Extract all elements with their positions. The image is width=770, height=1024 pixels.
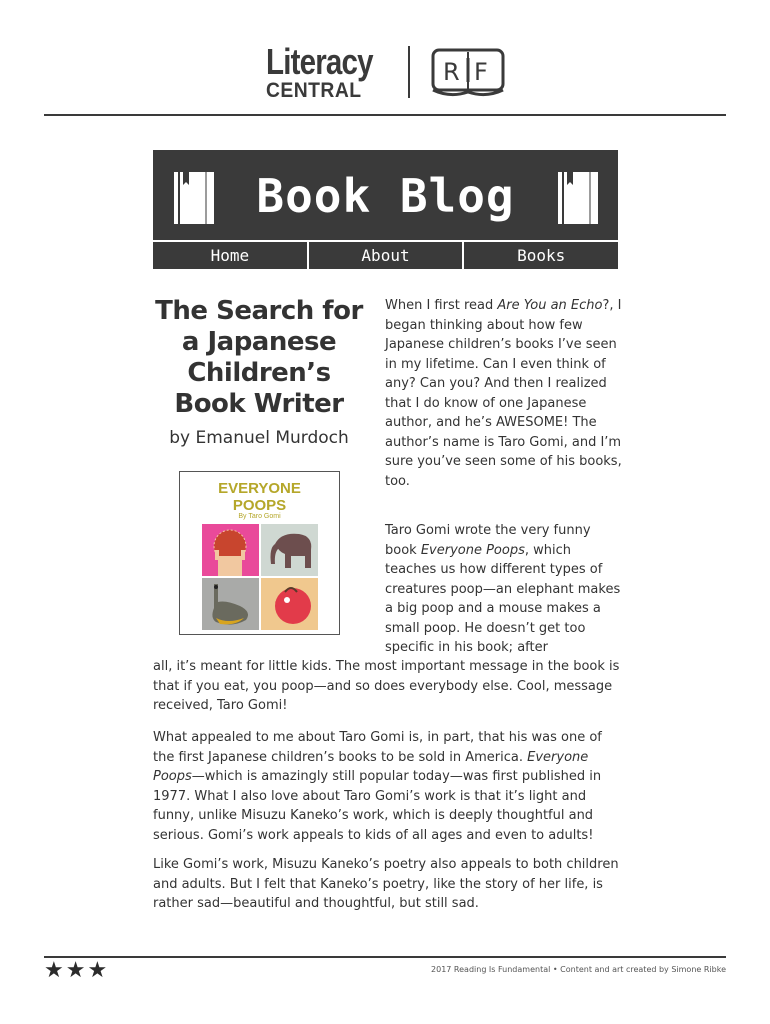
cover-author: By Taro Gomi [238, 513, 281, 520]
cover-panel-goose [202, 578, 259, 630]
literacy-central-logo [266, 41, 396, 102]
paragraph-1-text-b: ?, I began thinking about how few Japanese children’s books I’ve seen in my lifetime. Can I even think of any? Can you? And then I realized that I do know of one Japanese author, and he’s AWESOME! The author’s name is Taro Gomi, and I’m sure you’ve seen some of his books, too. [385, 298, 622, 489]
paragraph-3 [153, 728, 623, 845]
cover-title-line1: EVERYONE [218, 480, 301, 497]
paragraph-2-emphasis: Everyone Poops [420, 542, 525, 558]
blog-banner [153, 150, 618, 240]
cover-panel-fish [261, 578, 318, 630]
footer-credit: 2017 Reading Is Fundamental • Content and art created by Simone Ribke [431, 965, 726, 974]
paragraph-2-continued: all, it’s meant for little kids. The most important message in the book is that if you eat, you poop—and so does everybody else. Cool, message received, Taro Gomi! [153, 659, 620, 713]
cover-panel-elephant [261, 524, 318, 576]
book-cover-image [179, 471, 340, 635]
paragraph-2-text-b: , which teaches us how different types of creatures poop—an elephant makes a big poop and a mouse makes a small poop. He doesn’t get too specific in his book; after [385, 542, 621, 655]
logo-divider [408, 46, 410, 98]
cover-panel-child [202, 524, 259, 576]
paragraph-3-text-b: —which is amazingly still popular today—was first published in 1977. What I also love about Taro Gomi’s work is that it’s light and funny, unlike Misuzu Kaneko’s work, which is deeply thoughtful and serious. Gomi’s work appeals to kids of all ages and even to adults! [153, 769, 602, 843]
paragraph-1-text-a: When I first read [385, 298, 498, 313]
paragraph-3-text-a: What appealed to me about Taro Gomi is, in part, that his was one of the first Japanese children’s books to be sold in America. [153, 730, 602, 765]
paragraph-4: Like Gomi’s work, Misuzu Kaneko’s poetry also appeals to both children and adults. But I felt that Kaneko’s poetry, like the story of her life, is rather sad—beautiful and thoughtful, but still sad. [153, 857, 619, 911]
article-byline: by Emanuel Murdoch [169, 428, 349, 448]
nav-books[interactable]: Books [464, 242, 618, 269]
paragraph-1-emphasis: Are You an Echo [497, 298, 603, 313]
paragraph-3-emphasis: Everyone Poops [153, 749, 589, 784]
blog-nav [153, 242, 618, 269]
logo-central-text: CENTRAL [266, 79, 362, 102]
star-rating: ★★★ [44, 958, 110, 983]
rif-logo [430, 46, 506, 98]
footer-rule [44, 956, 726, 958]
header-rule [44, 114, 726, 116]
cover-title-line2: POOPS [232, 497, 287, 514]
book-icon [557, 171, 599, 225]
article-title: The Search for a Japanese Children’s Book Writer [155, 296, 363, 419]
paragraph-1 [385, 296, 625, 491]
svg-text:R: R [443, 58, 460, 86]
paragraph-2-text-a: Taro Gomi wrote the very funny book [385, 523, 591, 558]
svg-text:F: F [474, 58, 488, 86]
banner-title: Book Blog [256, 169, 515, 223]
nav-home[interactable]: Home [153, 242, 307, 269]
nav-about[interactable]: About [309, 242, 463, 269]
cover-illustration [202, 524, 318, 630]
cover-title [180, 480, 339, 514]
logo-literacy-text: Literacy [266, 41, 373, 82]
paragraph-2 [385, 521, 625, 658]
